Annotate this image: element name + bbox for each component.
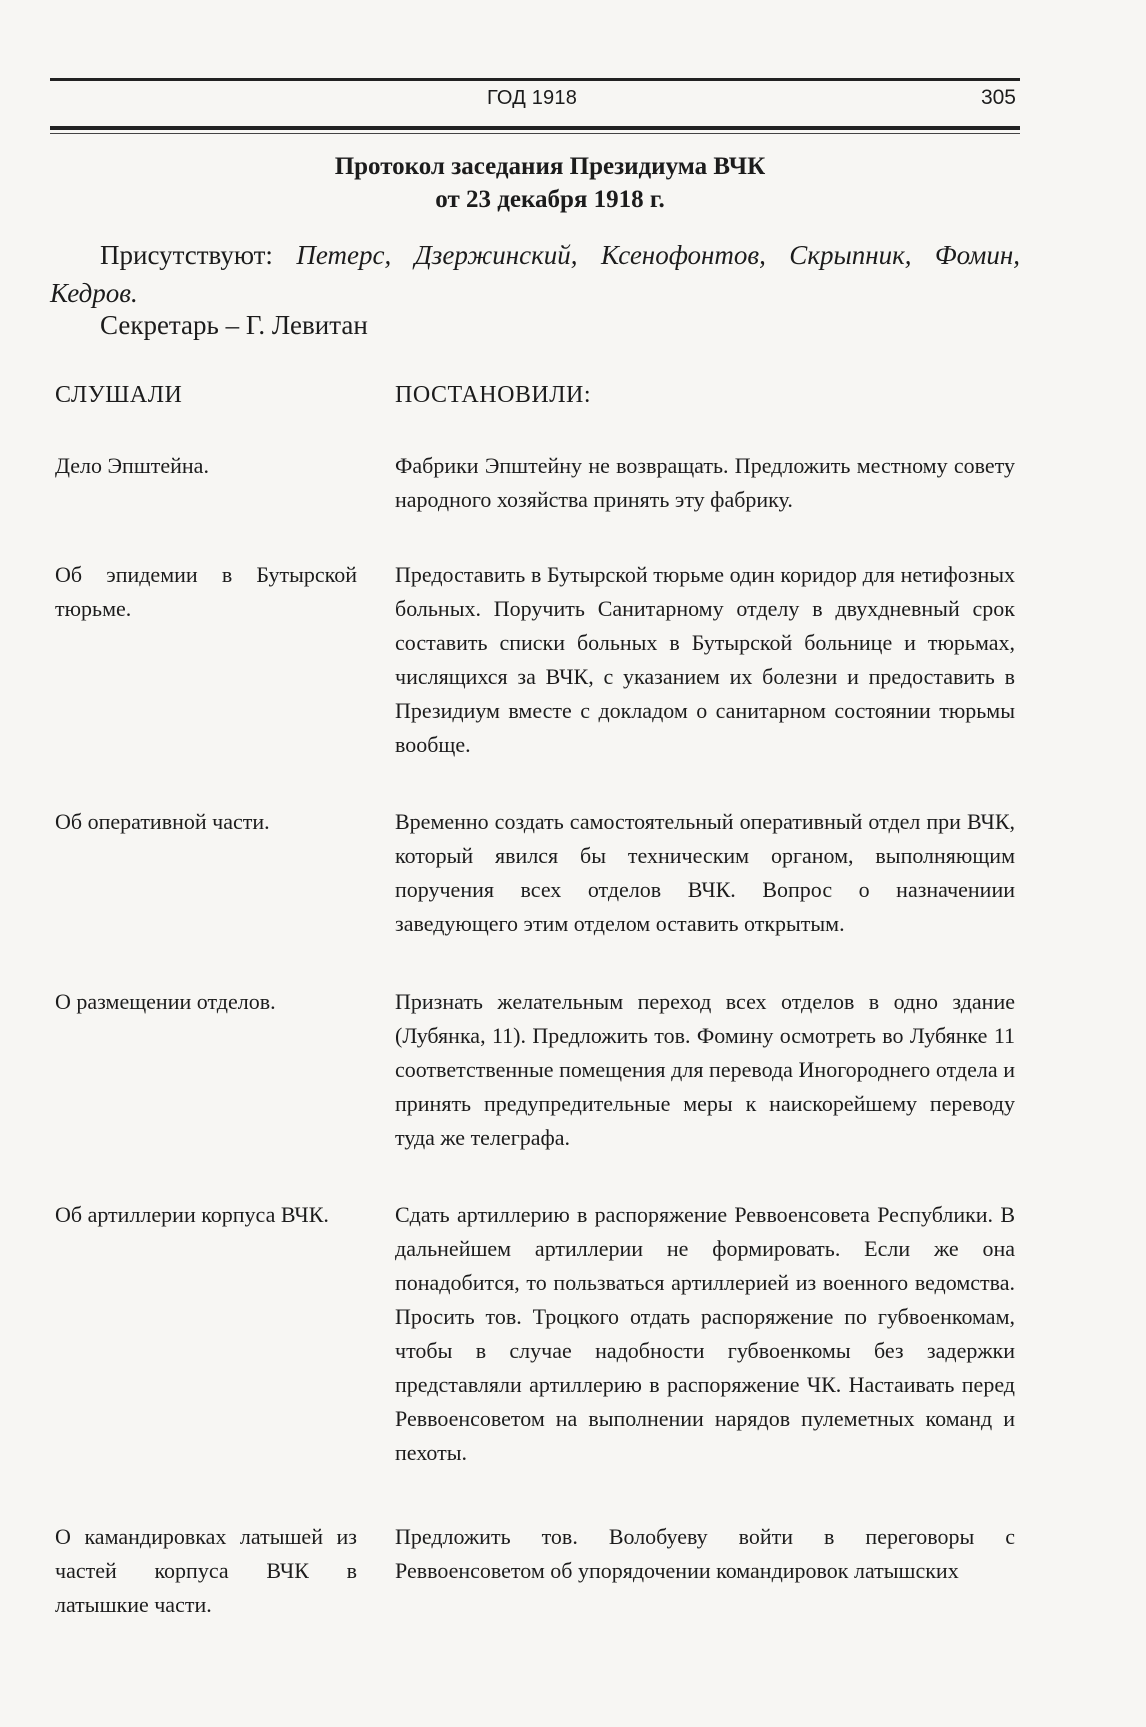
agenda-item-heard: О камандировках латышей из частей корпуса ВЧК в латышкие части. bbox=[55, 1524, 357, 1617]
running-title: ГОД 1918 bbox=[487, 87, 578, 109]
agenda-item-decided: Временно создать самостоятельный оперативный отдел при ВЧК, который явился бы техническим органом, выполняющим поручения всех отделов ВЧК. Вопрос о назначениии заведующего этим отделом оставить открытым. bbox=[395, 809, 1015, 936]
agenda-item-decided: Предоставить в Бутырской тюрьме один коридор для нетифозных больных. Поручить Санитарному отделу в двухдневный срок составить списки больных в Бутырской больнице и тюрьмах, числящихся за ВЧК, с указанием их болезни и предоставить в Президиум вместе с докладом о санитарном состоянии тюрьмы вообще. bbox=[395, 562, 1015, 757]
agenda-item-heard: Об оперативной части. bbox=[55, 809, 270, 834]
header-rule-top bbox=[50, 78, 1020, 81]
agenda-item-decided: Признать желательным переход всех отделов в одно здание (Лубянка, 11). Предложить тов. Фомину осмотреть во Лубянке 11 соответственные помещения для перевода Иногороднего отдела и принять предупредительные меры к наискорейшему переводу туда же телеграфа. bbox=[395, 989, 1015, 1150]
column-heading-decided: ПОСТАНОВИЛИ: bbox=[395, 382, 592, 408]
title-line-1: Протокол заседания Президиума ВЧК bbox=[334, 153, 766, 180]
attendees-label: Присутствуют: bbox=[100, 240, 273, 270]
page-header bbox=[50, 78, 1020, 134]
agenda-item-decided: Предложить тов. Волобуеву войти в переговоры с Реввоенсоветом об упорядочении командировок латышских bbox=[395, 1524, 1015, 1583]
secretary: Секретарь – Г. Левитан bbox=[100, 310, 368, 340]
agenda-item-heard: О размещении отделов. bbox=[55, 989, 276, 1014]
agenda-item-heard: Дело Эпштейна. bbox=[55, 453, 209, 478]
document-title bbox=[200, 150, 900, 216]
page-number: 305 bbox=[980, 86, 1016, 109]
agenda-item-decided: Фабрики Эпштейну не возвращать. Предложить местному совету народного хозяйства принять эту фабрику. bbox=[395, 453, 1015, 512]
column-heading-heard: СЛУШАЛИ bbox=[55, 382, 183, 408]
header-rule-bottom-thin bbox=[50, 133, 1020, 134]
attendees bbox=[50, 236, 1020, 312]
title-line-2: от 23 декабря 1918 г. bbox=[435, 186, 665, 213]
agenda-item-heard: Об артиллерии корпуса ВЧК. bbox=[55, 1202, 329, 1227]
agenda-item-decided: Сдать артиллерию в распоряжение Реввоенсовета Республики. В дальнейшем артиллерии не формировать. Если же она понадобится, то пользваться артиллерией из военного ведомства. Просить тов. Троцкого отдать распоряжение по губвоенкомам, чтобы в случае надобности губвоенкомы без задержки представляли артиллерию в распоряжение ЧК. Настаивать перед Реввоенсоветом на выполнении нарядов пулеметных команд и пехоты. bbox=[395, 1202, 1015, 1465]
header-rule-bottom bbox=[50, 126, 1020, 130]
attendees-names: Петерс, Дзержинский, Ксенофонтов, Скрыпник, Фомин, Кедров. bbox=[50, 240, 1020, 308]
agenda-item-heard: Об эпидемии в Бутырской тюрьме. bbox=[55, 562, 357, 621]
